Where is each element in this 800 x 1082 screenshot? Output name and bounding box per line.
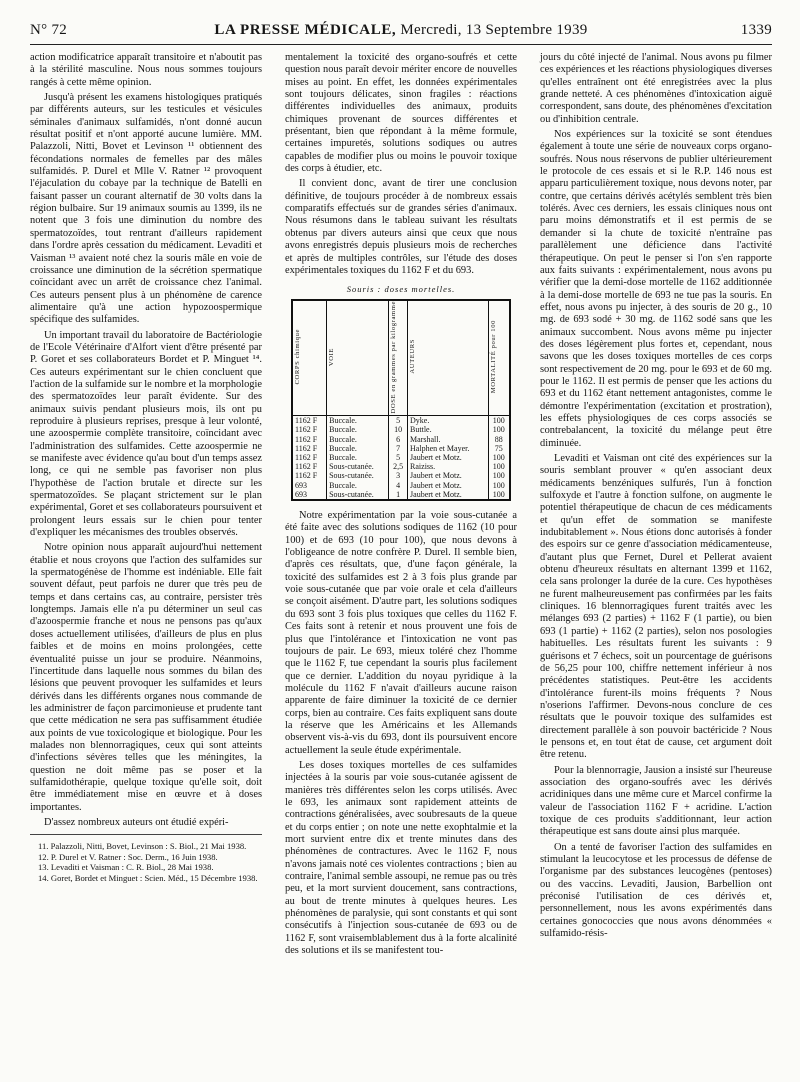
paragraph: Un important travail du laboratoire de Bactériologie de l'Ecole Vétérinaire d'Alfort vient d'être présenté par P. Goret et ses collaborateurs Bordet et P. Minguet ¹⁴. Ces auteurs expérimentant sur le chien concluent que l'action de la sulfamide sur le nombre et la morphologie des spermatozoïdes leur paraît évidente. Sur des animaux suivis pendant plusieurs mois, ils ont pu reproduire à plusieurs reprises, presque à leur volonté, une azoospermie complète transitoire, coïncidant avec l'administration des sulfamides. Cette azoospermie ne se manifeste avec évidence qu'au bout d'un temps assez long, ce qui ne semble pas favoriser non plus l'hypothèse de l'action brutale et directe sur les spermatozoïdes. Se plaçant strictement sur le plan expérimental, Goret et ses collaborateurs poursuivent et prolongent leurs essais sur le chien pour tenter d'expliquer les mécanismes des troubles observés. [30, 329, 262, 539]
table-row [292, 425, 510, 434]
table-cell: Raiziss. [408, 462, 489, 471]
paragraph: Il convient donc, avant de tirer une conclusion définitive, de toujours procéder à de nombreux essais comparatifs effectués sur de grandes séries d'animaux. Nous résumons dans le tableau suivant les résultats obtenus par divers auteurs ainsi que ceux que nous avons enregistrés depuis plusieurs mois de recherches et après de multiples contrôles, sur l'étude des doses expérimentales toxiques du 1162 F et du 693. [285, 178, 517, 276]
paragraph: action modificatrice apparaît transitoire et n'aboutit pas à la stérilité masculine. Nous nous sommes toujours rangés à cette même opinion. [30, 52, 262, 88]
table-cell: Jaubert et Motz. [408, 481, 489, 490]
paragraph: Levaditi et Vaisman ont cité des expériences sur la souris semblant prouver « qu'en associant deux médicaments benzéniques sulfurés, l'un à fonction sulfoxyde et l'autre à fonction sulfone, on augmente le potentiel thérapeutique de chacun de ces médicaments et qu'un effet de sommation se manifeste indubitablement ». Nous étions donc autorisés à fonder des espoirs sur ce genre d'association médicamenteuse, d'autant plus que Fernet, Durel et Pellerat avaient obtenu d'heureux résultats en alternant 1399 et 1162, cela sans prolonger la durée de la cure. Ces hypothèses ne furent malheureusement pas confirmées par les faits cliniques. 16 blennorragiques furent traités avec les mélanges 693 (2 parties) + 1162 F (1 partie), ou bien 693 (1 partie) + 1162 (2 parties), selon nos posologies habituelles. Les résultats furent les suivants : 9 guérisons et 7 échecs, soit un pourcentage de guérisons de 56,25 pour 100, chiffre nettement inférieur à nos précédentes statistiques. Peut-être les accidents d'intolérance furent-ils moins fréquents ? Nous n'oserions l'affirmer. Devons-nous conclure de ces résultats que le pouvoir toxique des sulfamides est directement parallèle à son pouvoir bactéricide ? Nous le pensons et, en tout état de cause, cet argument doit être retenu. [540, 453, 772, 761]
paragraph: Nos expériences sur la toxicité se sont étendues également à toute une série de nouveaux corps organo-soufrés. Nous nous réservons de publier ultérieurement le protocole de ces essais et si le R.P. 146 nous est apparu particulièrement toxique, nous devons noter, par contre, que certains dérivés acétylés semblent très bien tolérés. Avec ces derniers, les essais cliniques nous ont paru moins démonstratifs et il est permis de se demander si la chute de toxicité n'entraîne pas parallèlement une déficience dans l'activité thérapeutique. On peut le penser si l'on s'en rapporte aux faits suivants : expérimentalement, nous avons pu vérifier que la demi-dose mortelle de 1162 additionnée à la demi-dose mortelle de 693 ne tue pas la souris. En effet, nous avons pu injecter, à des souris de 20 g., 10 mg. de 693 sodé + 30 mg. de 1162 sodé sans que les animaux succombent. Nous avons même pu injecter des doses légèrement plus fortes et, cependant, nous savons que les doses toxiques mortelles de ces corps sont respectivement de 20 mg. pour le 693 et de 60 mg. pour le 1162. Il est permis de penser que les actions du 693 et du 1162 étant nettement antagonistes, comme le démontre l'expérimentation (excitation et prostration), les effets physiologiques de ces corps associés se contrebalancent, la toxicité du mélange peut être diminuée. [540, 129, 772, 449]
table-cell: 10 [389, 425, 408, 434]
table-cell: 693 [292, 490, 327, 500]
paragraph: Pour la blennorragie, Jausion a insisté sur l'heureuse association des organo-soufrés avec les dérivés acridiniques dans une même cure et Marcel confirme la valeur de l'association 1162 F + acridine. L'action toxique de ces produits s'additionnant, leur action thérapeutique est sans doute ainsi plus marquée. [540, 764, 772, 838]
table-cell: 88 [488, 435, 510, 444]
column-1 [30, 52, 262, 883]
table-cell: 1 [389, 490, 408, 500]
table-cell: 100 [488, 490, 510, 500]
table-cell: 2,5 [389, 462, 408, 471]
paragraph: On a tenté de favoriser l'action des sulfamides en stimulant la leucocytose et les processus de défense de l'organisme par des substances leucogènes (pentoses) ou des vaccins. Levaditi, Jausion, Barbellion ont préconisé l'utilisation de ces dérivés et, personnellement, nous les avons expérimentés dans certaines gonococcies que nous avons dénommées « sulfamido-résis- [540, 841, 772, 940]
table-cell: 3 [389, 471, 408, 480]
table-cell: 5 [389, 453, 408, 462]
table-header-row [292, 300, 510, 416]
paragraph: Notre opinion nous apparaît aujourd'hui nettement établie et nous croyons que l'action des sulfamides sur la spermatogénèse de l'homme est indéniable. Elle fait souvent défaut, peut parfois ne durer que très peu de temps et dans certains cas, au contraire, persister très longtemps. Jamais elle n'a pu déterminer un seul cas d'azoospermie franche et nous ne pensons pas qu'aux doses actuellement utilisées, d'ailleurs de plus en plus faibles et de moins en moins prolongées, cette éventualité puisse un jour se produire. Néanmoins, l'incertitude dans laquelle nous sommes du bilan des lésions que peuvent provoquer les sulfamides et leurs dérivés dans les différents organes nous commande de les administrer de façon parcimonieuse et prudente tant que cette médication ne sera pas suffisamment étudiée aux points de vue toxicologique et biologique. Pour les malades non blennorragiques, ceux qui sont atteints d'infections sévères telles que les méningites, la question ne doit même pas se poser et la sulfamidothérapie, quelque toxique qu'elle soit, doit être immédiatement mise en œuvre et à doses importantes. [30, 542, 262, 813]
table-row [292, 416, 510, 426]
table-cell: 1162 F [292, 444, 327, 453]
header-title [100, 22, 702, 39]
paragraph: Les doses toxiques mortelles de ces sulfamides injectées à la souris par voie sous-cutanée agissent de manières très différentes selon les corps utilisés. Avec le 693, les animaux sont rapidement atteints de contractions généralisées, avec soubresauts de la queue et du corps entier ; on note une nette exophtalmie et la mort survient entre dix et trente minutes dans des phénomènes de contractures. Avec le 1162 F, nous n'avons jamais noté ces violentes contractions ; bien au contraire, l'animal semble assoupi, ne remue pas ou très peu, et la mort survient doucement, sans contractions, au bout de trente minutes à quelques heures. Les phénomènes de paralysie, qui sont constants et qui sont consécutifs à l'injection sous-cutanée de 693 ou de 1162 F, sont vraisemblablement dus à la forte alcalinité des solutions et ils se manifestent tou- [285, 759, 517, 957]
table-row [292, 444, 510, 453]
table-cell: 1162 F [292, 462, 327, 471]
journal-name: LA PRESSE MÉDICALE, [214, 22, 397, 38]
table-cell: 100 [488, 462, 510, 471]
table-cell: 100 [488, 416, 510, 426]
issue-date: Mercredi, 13 Septembre 1939 [400, 22, 588, 38]
table-cell: 1162 F [292, 416, 327, 426]
paragraph: mentalement la toxicité des organo-soufrés et cette question nous paraît devoir mériter encore de nouvelles mises au point. En effet, les données expérimentales sont toujours délicates, sinon fragiles : réactions différentes individuelles des animaux, produits chimiques provenant de sources différentes et présentant, bien que répondant à la même formule, certaines impuretés, solutions sodiques ou autres capables de modifier plus ou moins le pouvoir toxique des corps à étudier, etc. [285, 52, 517, 175]
column-2 [285, 52, 517, 957]
table-header-cell: MORTALITÉ pour 100 [488, 300, 510, 416]
toxicity-table [291, 299, 511, 502]
paragraph: D'assez nombreux auteurs ont étudié expéri- [44, 816, 229, 828]
table-cell: 1162 F [292, 435, 327, 444]
table-cell: Dyke. [408, 416, 489, 426]
table-cell: 693 [292, 481, 327, 490]
table-row [292, 490, 510, 500]
table-row [292, 435, 510, 444]
table-header-cell: VOIE [327, 300, 389, 416]
header-rule [30, 44, 772, 45]
table-body [292, 416, 510, 500]
running-header [30, 22, 772, 42]
table-cell: Marshall. [408, 435, 489, 444]
paragraph: Jusqu'à présent les examens histologiques pratiqués par différents auteurs, sur les testicules et vésicules séminales d'animaux sulfamidés, n'ont donné aucun résultat positif et n'ont apporté aucune lumière. MM. Palazzoli, Nitti, Bovet et Levinson ¹¹ obtiennent des fécondations normales de femelles par des mâles sulfamidés. P. Durel et Mlle V. Ratner ¹² provoquent l'éjaculation du cobaye par la technique de Batelli en faisant passer un courant alternatif de 30 volts dans la région bulbaire. Sur 19 animaux soumis au 1399, ils ne notent que 3 fois une diminution du nombre des spermatozoïdes, tout rentrant d'ailleurs rapidement dans l'ordre après cessation du médicament. Levaditi et Vaisman ¹³ avaient noté chez la souris mâle en voie de croissance une diminution de la sécrétion spermatique coïncidant avec un arrêt de croissance chez l'animal. Ces auteurs pensent plus à un phénomène de carence alimentaire qu'à une action hypozoospermique spécifique des sulfamides. [30, 92, 262, 326]
table-cell: 1162 F [292, 425, 327, 434]
table-cell: 75 [488, 444, 510, 453]
page-number: 1339 [740, 22, 772, 38]
footnotes [30, 841, 262, 883]
table-cell: Sous-cutanée. [327, 490, 389, 500]
table-cell: Buccale. [327, 481, 389, 490]
footnote: 11. Palazzoli, Nitti, Bovet, Levinson : S. Biol., 21 Mai 1938. [38, 841, 247, 852]
table-cell: 1162 F [292, 471, 327, 480]
table-cell: 100 [488, 471, 510, 480]
column-3 [540, 52, 772, 940]
footnote-divider [30, 834, 262, 835]
table-cell: Buttle. [408, 425, 489, 434]
table-row [292, 481, 510, 490]
footnote: 14. Goret, Bordet et Minguet : Scien. Méd., 15 Décembre 1938. [38, 872, 258, 883]
table-cell: Sous-cutanée. [327, 462, 389, 471]
table-cell: Buccale. [327, 416, 389, 426]
footnote: 12. P. Durel et V. Ratner : Soc. Derm., 16 Juin 1938. [38, 851, 218, 862]
table-cell: Sous-cutanée. [327, 471, 389, 480]
table-row [292, 453, 510, 462]
paragraph: jours du côté injecté de l'animal. Nous avons pu filmer ces expériences et les réactions physiologiques diverses qu'elles entraînent ont été enregistrées avec la plus grande netteté. A ces phénomènes d'intoxication aiguë correspondent, sans doute, des phénomènes d'excitation ou d'inhibition centrale. [540, 52, 772, 125]
table-header-cell: AUTEURS [408, 300, 489, 416]
table-cell: Buccale. [327, 444, 389, 453]
table-cell: 7 [389, 444, 408, 453]
table-cell: 100 [488, 481, 510, 490]
table-caption: Souris : doses mortelles. [346, 284, 456, 295]
table-row [292, 462, 510, 471]
issue-number: N° 72 [30, 22, 68, 38]
table-cell: Buccale. [327, 435, 389, 444]
paragraph: Notre expérimentation par la voie sous-cutanée a été faite avec des solutions sodiques de 1162 (10 pour 100) et de 693 (10 pour 100), que nous devons à l'obligeance de notre confrère P. Durel. Il semble bien, d'après ces résultats, que, d'une façon générale, la toxicité des sulfamides est 2 à 3 fois plus grande par voie sous-cutanée que par voie orale et cela d'ailleurs se conçoit aisément. D'autre part, les solutions sodiques du 693 sont 3 fois plus toxiques que celles du 1162 F. Ces faits sont à retenir et nous prouvent une fois de plus que l'intolérance et l'intoxication ne vont pas toujours de pair. Le 693, mieux toléré chez l'homme que le 1162 F, tue cependant la souris plus facilement que ce dernier. L'addition du noyau pyridique à la molécule du 1162 F n'avait d'ailleurs aucune raison apparente de faire diminuer la toxicité de ce dernier corps, bien au contraire. Ces faits expliquent sans doute la réserve que les Américains et les Allemands observent vis-à-vis du 693, dont ils poursuivent encore actuellement la seule étude expérimentale. [285, 510, 517, 756]
table-cell: 100 [488, 453, 510, 462]
table-cell: Jaubert et Motz. [408, 471, 489, 480]
table-cell: 100 [488, 425, 510, 434]
table-row [292, 471, 510, 480]
table-cell: Jaubert et Motz. [408, 453, 489, 462]
table-cell: 6 [389, 435, 408, 444]
table-cell: Buccale. [327, 453, 389, 462]
table-cell: 1162 F [292, 453, 327, 462]
table-header-cell: CORPS chimique [292, 300, 327, 416]
table-header-cell: DOSE en grammes par kilogramme [389, 300, 408, 416]
table-cell: Halphen et Mayer. [408, 444, 489, 453]
table-cell: 5 [389, 416, 408, 426]
footnote: 13. Levaditi et Vaisman : C. R. Biol., 28 Mai 1938. [38, 862, 214, 873]
table-cell: Jaubert et Motz. [408, 490, 489, 500]
table-cell: 4 [389, 481, 408, 490]
table-cell: Buccale. [327, 425, 389, 434]
